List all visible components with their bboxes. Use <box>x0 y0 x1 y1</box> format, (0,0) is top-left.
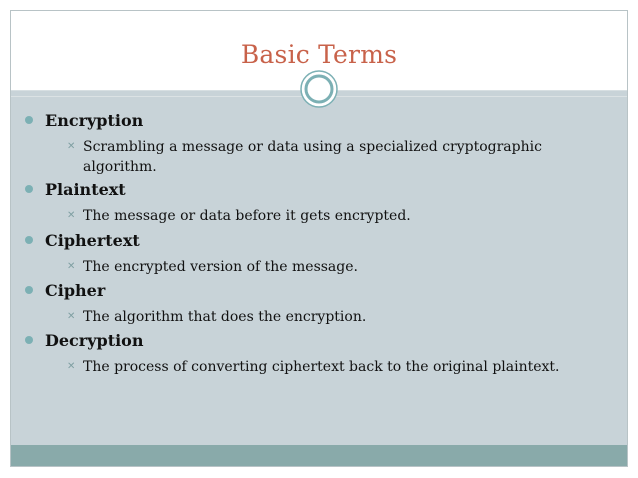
x-mark-icon: ✕ <box>67 261 76 272</box>
term-item <box>25 180 126 199</box>
definition-text: The message or data before it gets encrypted. <box>83 208 411 224</box>
definition-text: The encrypted version of the message. <box>83 259 358 275</box>
definition-item <box>67 357 607 377</box>
x-mark-icon: ✕ <box>67 361 76 372</box>
bullet-icon <box>25 286 33 294</box>
definition-item <box>67 307 587 327</box>
term-item <box>25 331 143 350</box>
x-mark-icon: ✕ <box>67 210 76 221</box>
term-item <box>25 231 140 250</box>
bullet-icon <box>25 185 33 193</box>
definition-text: The process of converting ciphertext back to the original plaintext. <box>83 359 560 375</box>
bullet-icon <box>25 336 33 344</box>
slide <box>10 10 628 467</box>
term-label: Ciphertext <box>45 231 140 250</box>
definition-item <box>67 137 587 177</box>
definition-item <box>67 206 587 226</box>
term-item <box>25 111 143 130</box>
term-label: Decryption <box>45 331 144 350</box>
bullet-icon <box>25 236 33 244</box>
definition-item <box>67 257 587 277</box>
slide-title: Basic Terms <box>240 40 398 69</box>
bullet-icon <box>25 116 33 124</box>
term-label: Encryption <box>45 111 144 130</box>
term-label: Cipher <box>45 281 106 300</box>
term-label: Plaintext <box>45 180 126 199</box>
x-mark-icon: ✕ <box>67 141 76 152</box>
definition-text: The algorithm that does the encryption. <box>83 309 367 325</box>
x-mark-icon: ✕ <box>67 311 76 322</box>
term-item <box>25 281 105 300</box>
double-ring-icon <box>299 69 339 109</box>
slide-footer-bar <box>11 445 627 466</box>
definition-text: Scrambling a message or data using a specialized cryptographic algorithm. <box>83 139 542 175</box>
